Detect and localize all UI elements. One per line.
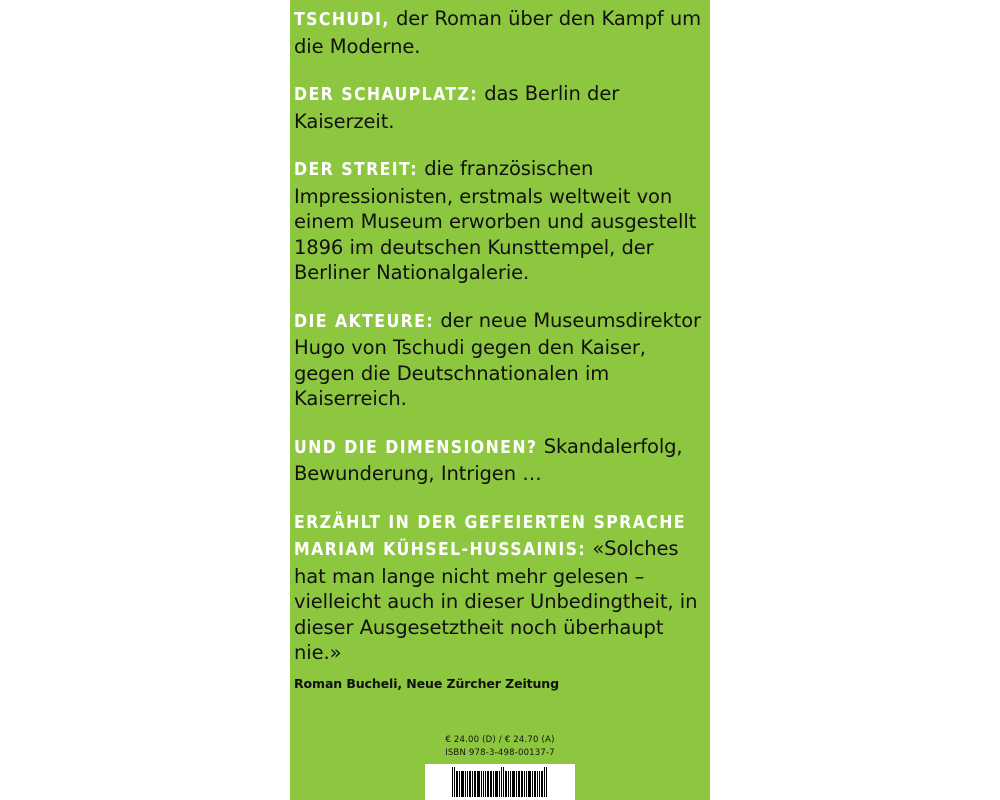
cover-footer bbox=[290, 735, 710, 758]
blurb-paragraph-2 bbox=[294, 81, 702, 134]
ean-13-barcode bbox=[425, 764, 575, 800]
blurb-body-2: das Berlin der Kaiserzeit. bbox=[294, 82, 620, 133]
blurb-lead-1: TSCHUDI, bbox=[294, 10, 390, 30]
blurb-lead-6: ERZÄHLT IN DER GEFEIERTEN SPRACHE MARIAM KÜHSEL-HUSSAINIS: bbox=[294, 512, 686, 560]
quote-source: Roman Bucheli, Neue Zürcher Zeitung bbox=[294, 675, 559, 691]
blurb-body-4: der neue Museumsdirektor Hugo von Tschudi gegen den Kaiser, gegen die Deutschnationalen im Kaiserreich. bbox=[294, 308, 701, 410]
blurb-lead-4: DIE AKTEURE: bbox=[294, 311, 435, 332]
blurb-lead-3: DER STREIT: bbox=[294, 160, 418, 180]
blurb-body-3: die französischen Impressionisten, erstmals weltweit von einem Museum erworben und ausgestellt 1896 im deutschen Kunsttempel, der Berliner Nationalgalerie. bbox=[294, 157, 697, 284]
blurb-text-block bbox=[290, 6, 710, 692]
book-back-cover bbox=[290, 0, 710, 800]
blurb-body-6: «Solches hat man lange nicht mehr gelesen – vielleicht auch in dieser Unbedingtheit, in dieser Ausgesetztheit noch überhaupt nie.» bbox=[294, 537, 698, 664]
isbn-text: ISBN 978-3-498-00137-7 bbox=[445, 748, 555, 758]
blurb-paragraph-5 bbox=[294, 434, 702, 487]
blurb-paragraph-3 bbox=[294, 156, 702, 286]
blurb-lead-5: UND DIE DIMENSIONEN? bbox=[294, 437, 538, 458]
blurb-body-5: Skandalerfolg, Bewunderung, Intrigen … bbox=[294, 434, 683, 485]
price-text: € 24.00 (D) / € 24.70 (A) bbox=[445, 735, 555, 745]
blurb-paragraph-4 bbox=[294, 308, 702, 412]
blurb-body-1: der Roman über den Kampf um die Moderne. bbox=[294, 7, 702, 58]
blurb-paragraph-1 bbox=[294, 6, 702, 59]
barcode-bars bbox=[452, 767, 548, 797]
blurb-lead-2: DER SCHAUPLATZ: bbox=[294, 85, 478, 105]
blurb-paragraph-6 bbox=[294, 509, 702, 666]
